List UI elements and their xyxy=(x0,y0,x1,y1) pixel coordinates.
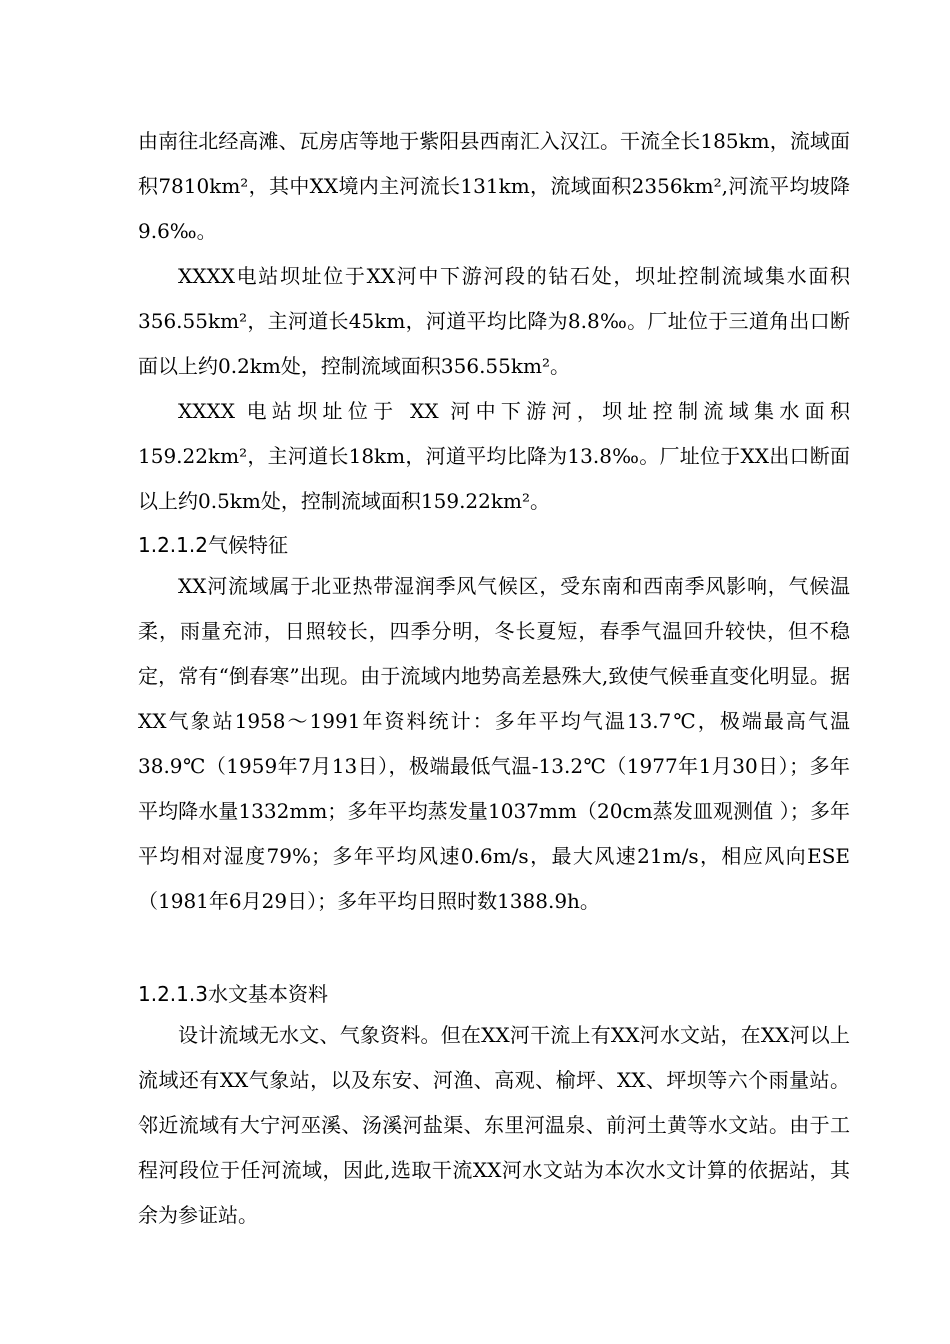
heading-climate: 1.2.1.2气候特征 xyxy=(138,533,288,557)
paragraph-station-two: XXXX 电站坝址位于 XX 河中下游河，坝址控制流域集水面积159.22km²，主河道长18km，河道平均比降为13.8‰。厂址位于XX出口断面以上约0.5km处，控制流域面积159.22km²。 xyxy=(138,399,850,513)
paragraph-hydrology: 设计流域无水文、气象资料。但在XX河干流上有XX河水文站，在XX河以上流域还有XX气象站，以及东安、河渔、高观、榆坪、XX、坪坝等六个雨量站。邻近流域有大宁河巫溪、汤溪河盐渠、东里河温泉、前河土黄等水文站。由于工程河段位于任河流域，因此,选取干流XX河水文站为本次水文计算的依据站，其余为参证站。 xyxy=(138,1023,850,1227)
paragraph-station-one: XXXX电站坝址位于XX河中下游河段的钻石处，坝址控制流域集水面积356.55km²，主河道长45km，河道平均比降为8.8‰。厂址位于三道角出口断面以上约0.2km处，控制流域面积356.55km²。 xyxy=(138,264,850,378)
paragraph-climate: XX河流域属于北亚热带湿润季风气候区，受东南和西南季风影响，气候温柔，雨量充沛，日照较长，四季分明，冬长夏短，春季气温回升较快，但不稳定，常有“倒春寒”出现。由于流域内地势高差悬殊大,致使气候垂直变化明显。据XX气象站1958～1991年资料统计：多年平均气温13.7℃，极端最高气温38.9℃（1959年7月13日），极端最低气温-13.2℃（1977年1月30日）；多年平均降水量1332mm；多年平均蒸发量1037mm（20cm蒸发皿观测值 ）；多年平均相对湿度79%；多年平均风速0.6m/s，最大风速21m/s，相应风向ESE（1981年6月29日）；多年平均日照时数1388.9h。 xyxy=(138,574,850,913)
paragraph-river-course: 由南往北经高滩、瓦房店等地于紫阳县西南汇入汉江。干流全长185km，流域面积7810km²，其中XX境内主河流长131km，流域面积2356km²,河流平均坡降9.6‰。 xyxy=(138,129,850,243)
heading-hydrology: 1.2.1.3水文基本资料 xyxy=(138,982,328,1006)
